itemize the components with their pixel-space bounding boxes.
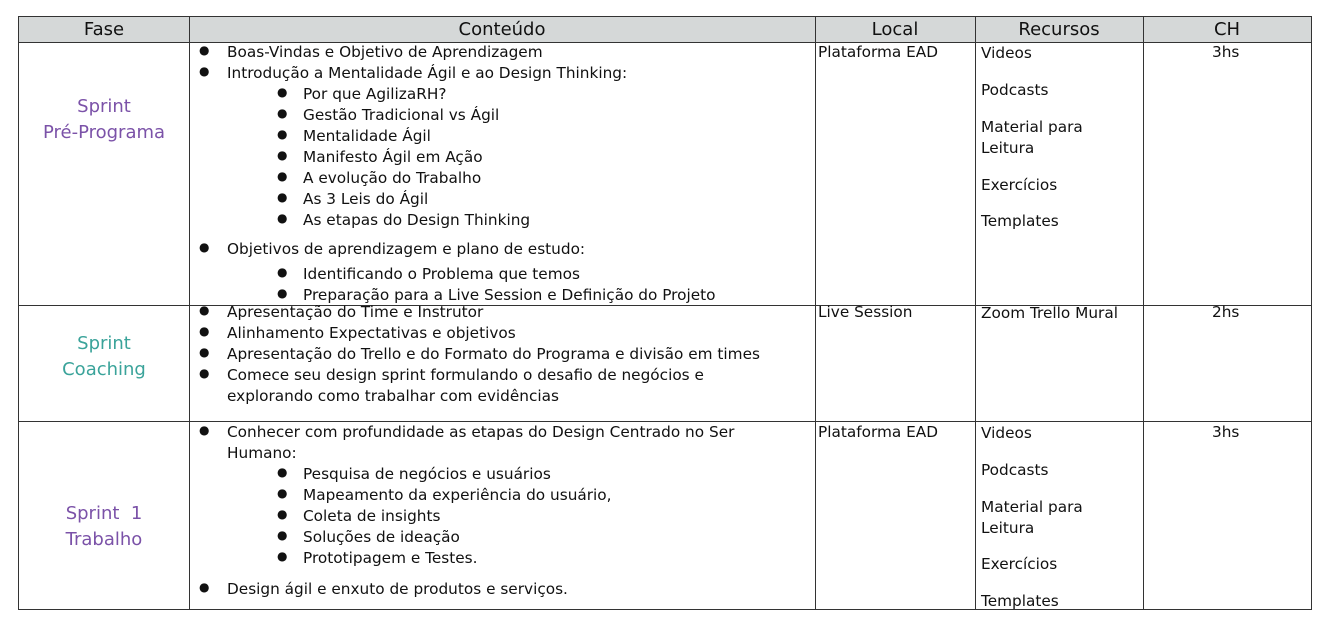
table-header [19, 17, 1311, 43]
resource-item: Exercícios [981, 176, 1058, 194]
table-row: Sprint Coaching ● Apresentação do Time e Instrutor ● Alinhamento Expectativas e objetivos ● Apresentação do Trello e do Formato do Programa e divisão em times ● Comece seu design sprint formulando o desafio de negócios e explorando como trabalhar com evidências Live Session Zoom Trello Mural 2hs [19, 307, 1311, 421]
phase-line: Sprint [77, 96, 131, 117]
phase-line: Pré-Programa [42, 122, 166, 143]
ch-cell: 3hs [1212, 423, 1240, 441]
resource-item: Templates [981, 212, 1059, 230]
phase-line: Sprint 1 [65, 503, 143, 524]
resource-item: Material para [981, 498, 1083, 516]
resource-item: Zoom Trello Mural [981, 304, 1118, 322]
header-local: Local [871, 19, 919, 40]
header-recursos: Recursos [1018, 19, 1100, 40]
table-row: Sprint 1 Trabalho ● Conhecer com profundidade as etapas do Design Centrado no Ser Humano: ● Pesquisa de negócios e usuários ● Mapeamento da experiência do usuário, ● Coleta de insights ● Soluções de ideação ● Prototipagem e Testes. ● Design ágil e enxuto de produtos e serviços. Plataforma EAD Videos Podcasts Material para Leitura Exercícios Templates 3hs [19, 423, 1311, 609]
resource-item: Podcasts [981, 81, 1049, 99]
header-ch: CH [1213, 19, 1241, 40]
resource-item: Leitura [981, 139, 1035, 157]
resource-item: Videos [981, 424, 1032, 442]
local-cell: Live Session [818, 303, 913, 321]
course-schedule-table [18, 16, 1312, 610]
resource-item: Material para [981, 118, 1083, 136]
phase-label [19, 94, 189, 146]
resource-item: Leitura [981, 519, 1035, 537]
phase-line: Sprint [77, 333, 131, 354]
row-divider [19, 421, 1311, 422]
resource-item: Podcasts [981, 461, 1049, 479]
ch-cell: 2hs [1212, 303, 1240, 321]
header-conteudo: Conteúdo [458, 19, 546, 40]
header-fase: Fase [83, 19, 125, 40]
resource-item: Templates [981, 592, 1059, 610]
table-row: Sprint Pré-Programa ● Boas-Vindas e Objetivo de Aprendizagem ● Introdução a Mentalidade Ágil e ao Design Thinking: ● Por que AgilizaRH? ● Gestão Tradicional vs Ágil ● Mentalidade Ágil ● Manifesto Ágil em Ação ● A evolução do Trabalho ● As 3 Leis do Ágil ● As etapas do Design Thinking ● Objetivos de aprendizagem e plano de estudo: ● Identificando o Problema que temos ● Preparação para a Live Session e Definição do Projeto Plataforma EAD Videos Podcasts Material para Leitura Exercícios Templates 3hs [19, 43, 1311, 305]
local-cell: Plataforma EAD [818, 43, 939, 61]
phase-line: Coaching [62, 359, 146, 380]
resource-item: Videos [981, 44, 1032, 62]
local-cell: Plataforma EAD [818, 423, 939, 441]
ch-cell: 3hs [1212, 43, 1240, 61]
phase-line: Trabalho [65, 529, 143, 550]
resource-item: Exercícios [981, 555, 1058, 573]
phase-label [19, 331, 189, 383]
phase-label [19, 501, 189, 553]
